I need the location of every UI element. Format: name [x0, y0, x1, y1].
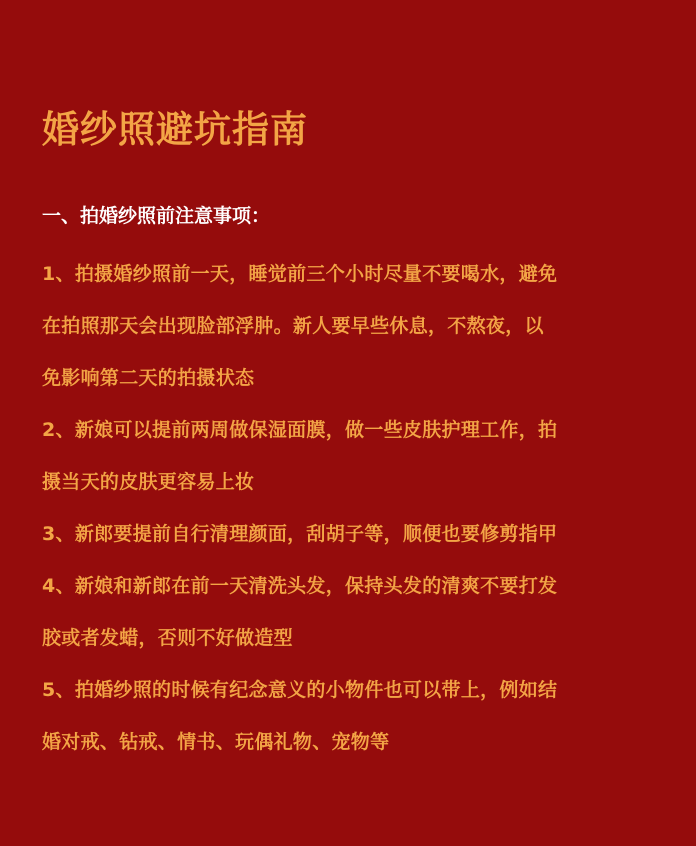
section-heading: 一、拍婚纱照前注意事项：	[42, 205, 271, 227]
tip-line: 2、新娘可以提前两周做保湿面膜，做一些皮肤护理工作，拍	[42, 419, 558, 441]
tip-line: 3、新郎要提前自行清理颜面，刮胡子等，顺便也要修剪指甲	[42, 523, 558, 545]
tip-line: 免影响第二天的拍摄状态	[42, 367, 255, 389]
tip-line: 摄当天的皮肤更容易上妆	[42, 471, 255, 493]
page-title: 婚纱照避坑指南	[42, 108, 308, 151]
tip-line: 婚对戒、钻戒、情书、玩偶礼物、宠物等	[42, 731, 390, 753]
tip-line: 在拍照那天会出现脸部浮肿。新人要早些休息，不熬夜，以	[42, 315, 544, 337]
tip-item-3	[42, 508, 636, 560]
tip-item-1	[42, 248, 636, 404]
tip-line: 4、新娘和新郎在前一天清洗头发，保持头发的清爽不要打发	[42, 575, 558, 597]
tip-line: 1、拍摄婚纱照前一天，睡觉前三个小时尽量不要喝水，避免	[42, 263, 558, 285]
tips-list	[42, 248, 636, 768]
tip-item-5	[42, 664, 636, 768]
tip-line: 5、拍婚纱照的时候有纪念意义的小物件也可以带上，例如结	[42, 679, 558, 701]
tip-line: 胶或者发蜡，否则不好做造型	[42, 627, 293, 649]
tip-item-2	[42, 404, 636, 508]
tip-item-4	[42, 560, 636, 664]
